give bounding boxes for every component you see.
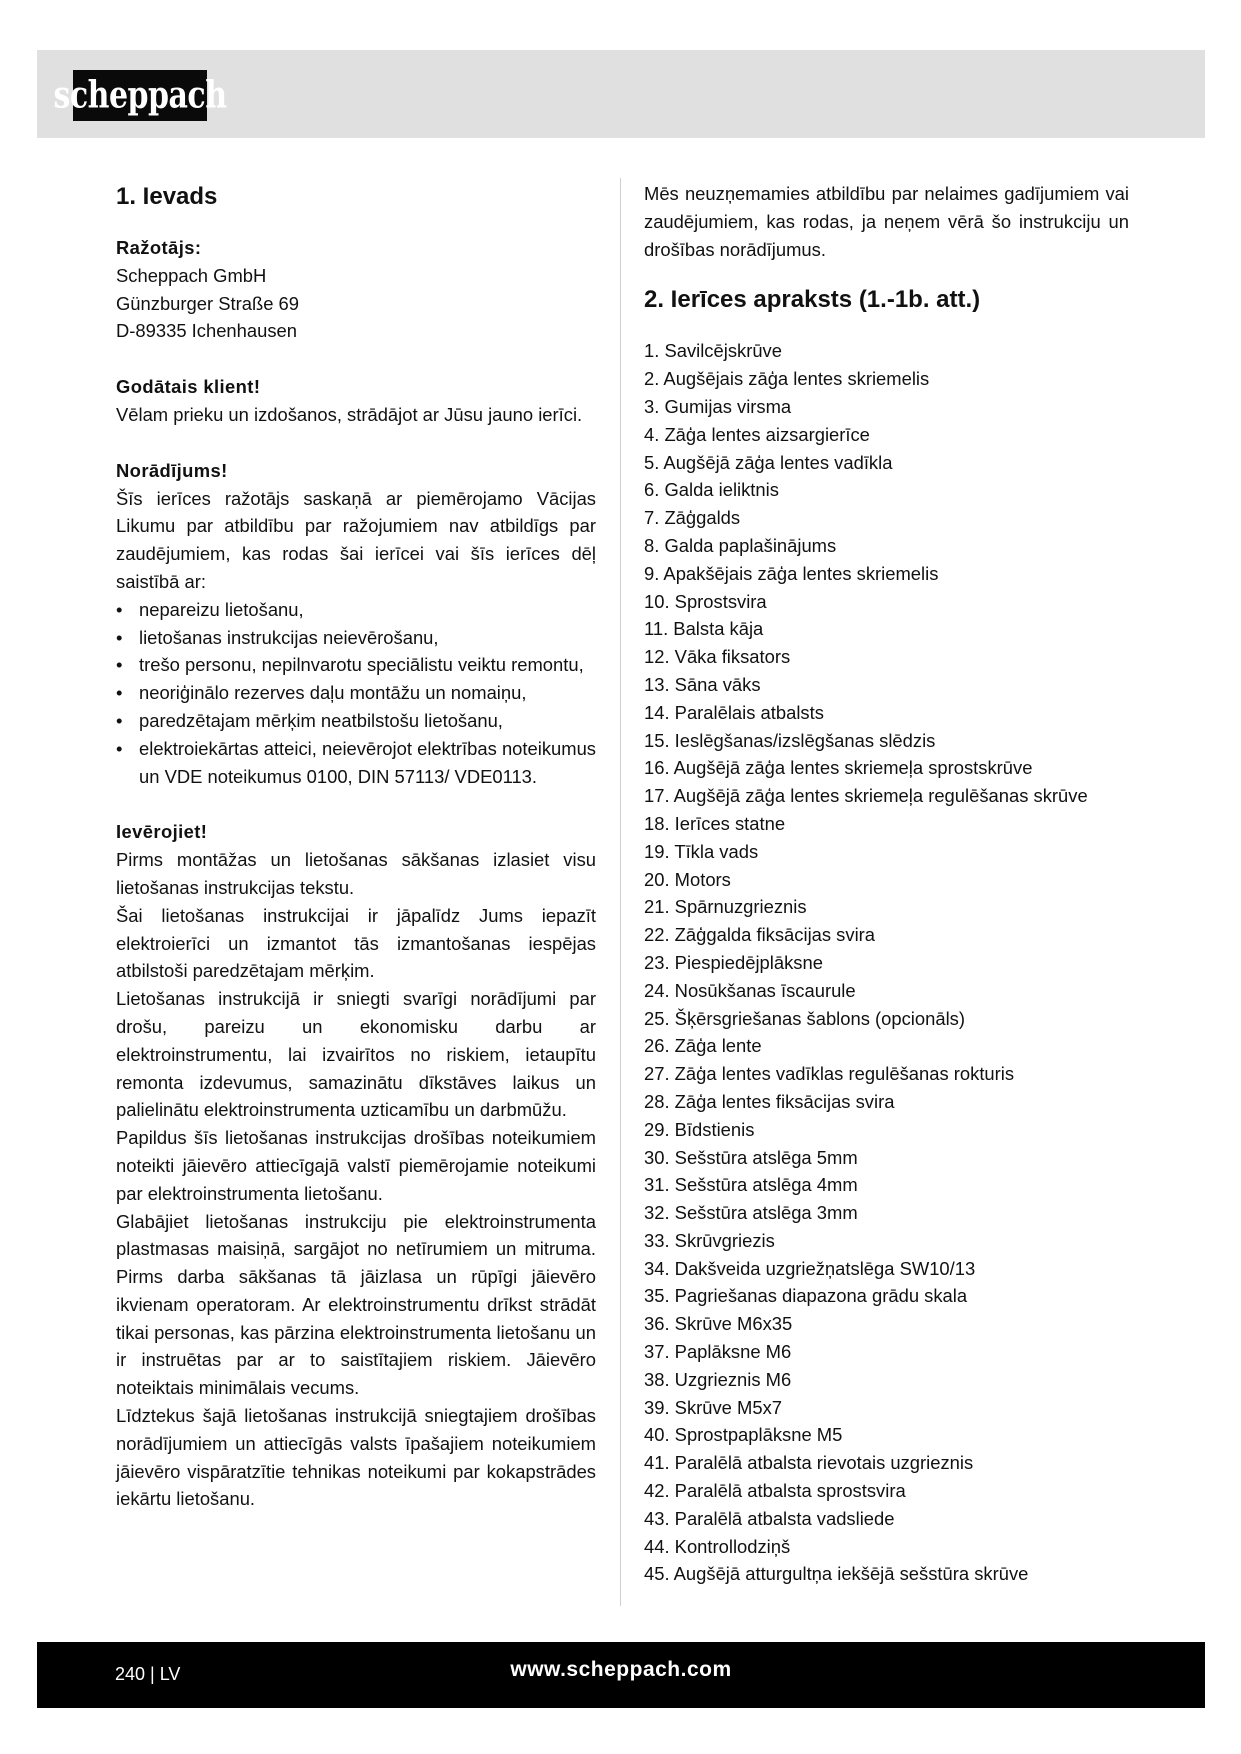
list-item: 3. Gumijas virsma: [644, 395, 792, 417]
list-item: 39. Skrūve M5x7: [644, 1396, 782, 1418]
list-item: 18. Ierīces statne: [644, 812, 786, 834]
list-item: 42. Paralēlā atbalsta sprostsvira: [644, 1480, 906, 1502]
list-item: 37. Paplāksne M6: [644, 1341, 792, 1363]
list-item: 6. Galda ieliktnis: [644, 479, 779, 501]
parts-list: [644, 337, 1129, 1588]
list-item: • lietošanas instrukcijas neievērošanu,: [116, 624, 596, 652]
attention-paragraph: Papildus šīs lietošanas instrukcijas drošības noteikumiem noteikti jāievēro attiecīgajā valstī piemērojamie noteikumi par elektroinstrumenta lietošanu.: [116, 1127, 596, 1204]
list-item: 26. Zāģa lente: [644, 1035, 762, 1057]
list-item: 16. Augšējā zāģa lentes skriemeļa sprostskrūve: [644, 757, 1033, 779]
manufacturer-street: Günzburger Straße 69: [116, 292, 299, 314]
list-item: 1. Savilcējskrūve: [644, 340, 782, 362]
attention-paragraph: Glabājiet lietošanas instrukciju pie elektroinstrumenta plastmasas maisiņā, sargājot no netīrumiem un mitruma. Pirms darba sākšanas tā jāizlasa un rūpīgi jāievēro ikvienam operatoram. Ar elektroinstrumentu drīkst strādāt tikai personas, kas pārzina elektroinstrumenta lietošanu un ir instruētas par ar to saistītajiem riskiem. Jāievēro noteiktais minimālais vecums.: [116, 1210, 596, 1399]
list-item: 27. Zāģa lentes vadīklas regulēšanas rokturis: [644, 1063, 1015, 1085]
right-column: [644, 180, 1129, 1588]
website-link[interactable]: www.scheppach.com: [510, 1658, 732, 1681]
column-divider: [620, 178, 621, 1606]
attention-paragraph: Šai lietošanas instrukcijai ir jāpalīdz Jums iepazīt elektroierīci un izmantot tās izmantošanas iespējas atbilstoši paredzētajam mērķim.: [116, 904, 596, 982]
list-item: 24. Nosūkšanas īscaurule: [644, 979, 856, 1001]
list-item: 44. Kontrollodziņš: [644, 1535, 791, 1557]
list-item: • trešo personu, nepilnvarotu speciālistu veiktu remontu,: [116, 651, 596, 679]
list-item: 8. Galda paplašinājums: [644, 534, 837, 556]
list-item: 29. Bīdstienis: [644, 1118, 755, 1140]
attention-paragraph: Līdztekus šajā lietošanas instrukcijā sniegtajiem drošības norādījumiem un attiecīgās valsts īpašajiem noteikumiem jāievēro vispāratzītie tehnikas noteikumi par kokapstrādes iekārtu lietošanu.: [116, 1405, 596, 1510]
list-item: • neoriģinālo rezerves daļu montāžu un nomaiņu,: [116, 679, 596, 707]
list-item: 19. Tīkla vads: [644, 840, 759, 862]
left-column: [116, 180, 596, 1513]
list-item: 36. Skrūve M6x35: [644, 1313, 793, 1335]
list-item: 38. Uzgrieznis M6: [644, 1368, 792, 1390]
section-title-device-description: 2. Ierīces apraksts (1.-1b. att.): [644, 286, 981, 314]
list-item: 25. Šķērsgriešanas šablons (opcionāls): [644, 1007, 965, 1029]
attention-label: Ievērojiet!: [116, 821, 208, 843]
list-item: 45. Augšējā atturgultņa iekšējā sešstūra skrūve: [644, 1563, 1029, 1585]
list-item: 22. Zāģgalda fiksācijas svira: [644, 924, 876, 946]
list-item: 23. Piespiedējplāksne: [644, 951, 823, 973]
list-item: • paredzētajam mērķim neatbilstošu lietošanu,: [116, 707, 596, 735]
list-item: 28. Zāģa lentes fiksācijas svira: [644, 1090, 895, 1112]
scheppach-logo: scheppach: [73, 70, 207, 121]
list-item: 40. Sprostpaplāksne M5: [644, 1424, 843, 1446]
greeting-label: Godātais klient!: [116, 376, 261, 398]
attention-paragraph: Lietošanas instrukcijā ir sniegti svarīgi norādījumi par drošu, pareizu un ekonomisku darbu ar elektroinstrumentu, lai izvairītos no riskiem, ietaupītu remonta izdevumus, samazinātu dīkstāves laikus un palielinātu elektroinstrumenta uzticamību un darbmūžu.: [116, 988, 596, 1121]
list-item: • elektroiekārtas atteici, neievērojot elektrības noteikumus un VDE noteikumus 0100, DIN 57113/ VDE0113.: [116, 735, 596, 791]
page-footer: [37, 1642, 1205, 1708]
attention-paragraph: Pirms montāžas un lietošanas sākšanas izlasiet visu lietošanas instrukcijas tekstu.: [116, 849, 596, 898]
note-text: Šīs ierīces ražotājs saskaņā ar piemērojamo Vācijas Likumu par atbildību par ražojumiem nav atbildīgs par zaudējumiem, kas rodas šai ierīcei vai šīs ierīces dēļ saistībā ar:: [116, 487, 596, 592]
list-item: 35. Pagriešanas diapazona grādu skala: [644, 1285, 968, 1307]
note-label: Norādījums!: [116, 459, 228, 481]
list-item: 32. Sešstūra atslēga 3mm: [644, 1202, 858, 1224]
list-item: 10. Sprostsvira: [644, 590, 767, 612]
liability-disclaimer: Mēs neuzņemamies atbildību par nelaimes gadījumiem vai zaudējumiem, kas rodas, ja neņem vērā šo instrukciju un drošības norādījumus.: [644, 183, 1129, 260]
list-item: • nepareizu lietošanu,: [116, 596, 596, 624]
list-item: 2. Augšējais zāģa lentes skriemelis: [644, 368, 930, 390]
list-item: 34. Dakšveida uzgriežņatslēga SW10/13: [644, 1257, 976, 1279]
manufacturer-city: D-89335 Ichenhausen: [116, 320, 297, 342]
list-item: 33. Skrūvgriezis: [644, 1229, 775, 1251]
list-item: 11. Balsta kāja: [644, 618, 764, 640]
note-bullet-list: [116, 596, 596, 791]
list-item: 4. Zāģa lentes aizsargierīce: [644, 423, 870, 445]
greeting-text: Vēlam prieku un izdošanos, strādājot ar Jūsu jauno ierīci.: [116, 403, 583, 425]
section-title-introduction: 1. Ievads: [116, 183, 218, 210]
list-item: 5. Augšējā zāģa lentes vadīkla: [644, 451, 893, 473]
page-header: [37, 50, 1205, 138]
list-item: 17. Augšējā zāģa lentes skriemeļa regulēšanas skrūve: [644, 785, 1088, 807]
list-item: 14. Paralēlais atbalsts: [644, 701, 824, 723]
list-item: 41. Paralēlā atbalsta rievotais uzgrieznis: [644, 1452, 974, 1474]
list-item: 31. Sešstūra atslēga 4mm: [644, 1174, 858, 1196]
list-item: 21. Spārnuzgrieznis: [644, 896, 807, 918]
manufacturer-name: Scheppach GmbH: [116, 264, 267, 286]
list-item: 12. Vāka fiksators: [644, 646, 791, 668]
list-item: 7. Zāģgalds: [644, 507, 741, 529]
manufacturer-label: Ražotājs:: [116, 237, 202, 258]
list-item: 9. Apakšējais zāģa lentes skriemelis: [644, 562, 939, 584]
list-item: 30. Sešstūra atslēga 5mm: [644, 1146, 858, 1168]
page-number: 240 | LV: [115, 1664, 181, 1684]
list-item: 15. Ieslēgšanas/izslēgšanas slēdzis: [644, 729, 936, 751]
list-item: 43. Paralēlā atbalsta vadsliede: [644, 1507, 895, 1529]
list-item: 20. Motors: [644, 868, 731, 890]
list-item: 13. Sāna vāks: [644, 673, 761, 695]
